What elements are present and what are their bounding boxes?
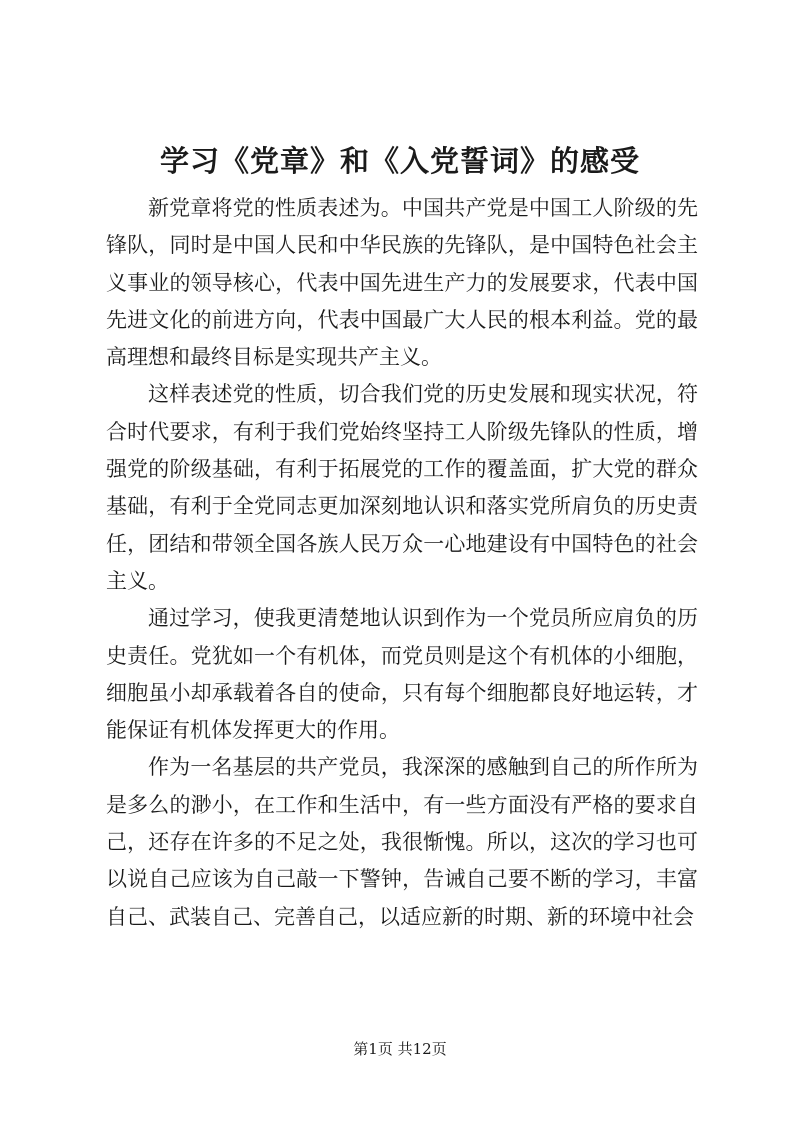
page-number-footer: 第1页 共12页 (353, 1040, 447, 1058)
paragraph-3: 通过学习，使我更清楚地认识到作为一个党员所应肩负的历史责任。党犹如一个有机体，而党员则是这个有机体的小细胞，细胞虽小却承载着各自的使命，只有每个细胞都良好地运转，才能保证有机体发挥更大的作用。 (106, 606, 698, 743)
paragraph-4: 作为一名基层的共产党员，我深深的感触到自己的所作所为是多么的渺小，在工作和生活中，有一些方面没有严格的要求自己，还存在许多的不足之处，我很惭愧。所以，这次的学习也可以说自己应该为自己敲一下警钟，告诫自己要不断的学习，丰富自己、武装自己、完善自己，以适应新的时期、新的环境中社会 (106, 755, 698, 929)
paragraph-1: 新党章将党的性质表述为。中国共产党是中国工人阶级的先锋队，同时是中国人民和中华民族的先锋队，是中国特色社会主义事业的领导核心，代表中国先进生产力的发展要求，代表中国先进文化的前进方向，代表中国最广大人民的根本利益。党的最高理想和最终目标是实现共产主义。 (106, 196, 698, 370)
paragraph-2: 这样表述党的性质，切合我们党的历史发展和现实状况，符合时代要求，有利于我们党始终坚持工人阶级先锋队的性质，增强党的阶级基础，有利于拓展党的工作的覆盖面，扩大党的群众基础，有利于全党同志更加深刻地认识和落实党所肩负的历史责任，团结和带领全国各族人民万众一心地建设有中国特色的社会主义。 (106, 382, 698, 593)
page-title: 学习《党章》和《入党誓词》的感受 (159, 144, 640, 178)
document-body (106, 190, 698, 936)
